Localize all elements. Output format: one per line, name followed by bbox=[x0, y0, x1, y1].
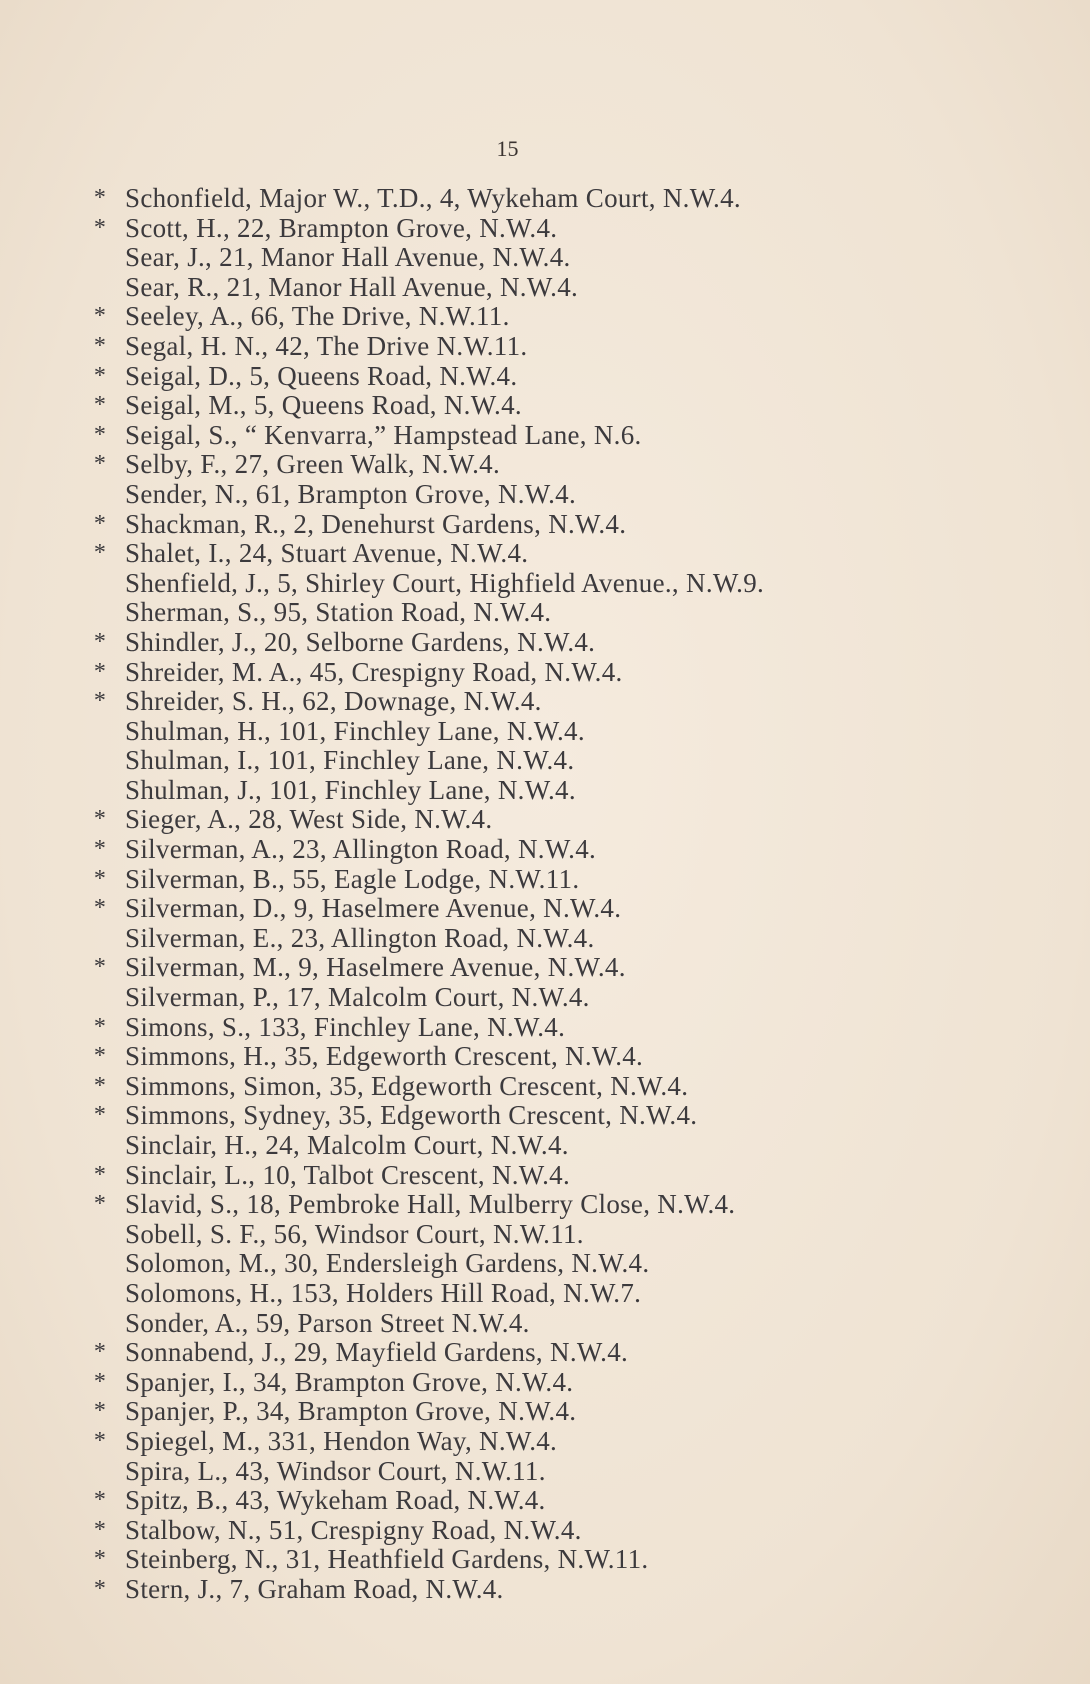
list-item bbox=[0, 1309, 1090, 1339]
asterisk-mark: * bbox=[93, 510, 107, 537]
entry-text: Stalbow, N., 51, Crespigny Road, N.W.4. bbox=[125, 1514, 582, 1545]
list-item bbox=[0, 1427, 1090, 1457]
asterisk-mark: * bbox=[93, 1398, 107, 1425]
entry-text: Silverman, M., 9, Haselmere Avenue, N.W.4. bbox=[125, 952, 626, 983]
list-item bbox=[0, 539, 1090, 569]
entry-text: Schonfield, Major W., T.D., 4, Wykeham Court, N.W.4. bbox=[125, 183, 741, 213]
asterisk-mark: * bbox=[93, 1368, 107, 1395]
list-item bbox=[0, 776, 1090, 806]
entry-text: Silverman, P., 17, Malcolm Court, N.W.4. bbox=[125, 982, 590, 1013]
list-item bbox=[0, 1279, 1090, 1309]
entry-text: Seigal, M., 5, Queens Road, N.W.4. bbox=[125, 390, 522, 421]
asterisk-mark: * bbox=[93, 688, 107, 715]
entry-text: Steinberg, N., 31, Heathfield Gardens, N.W.11. bbox=[125, 1544, 649, 1575]
list-item bbox=[0, 1545, 1090, 1575]
list-item bbox=[0, 983, 1090, 1013]
entry-text: Seigal, D., 5, Queens Road, N.W.4. bbox=[125, 360, 518, 391]
directory-list bbox=[0, 184, 1090, 1605]
list-item bbox=[0, 1368, 1090, 1398]
list-item bbox=[0, 1072, 1090, 1102]
list-item bbox=[0, 835, 1090, 865]
asterisk-mark: * bbox=[93, 1546, 107, 1573]
asterisk-mark: * bbox=[93, 214, 107, 241]
list-item bbox=[0, 894, 1090, 924]
entry-text: Sear, R., 21, Manor Hall Avenue, N.W.4. bbox=[125, 271, 579, 302]
entry-text: Spira, L., 43, Windsor Court, N.W.11. bbox=[125, 1455, 546, 1486]
asterisk-mark: * bbox=[93, 185, 107, 211]
asterisk-mark: * bbox=[93, 628, 107, 655]
asterisk-mark: * bbox=[93, 1339, 107, 1366]
list-item bbox=[0, 450, 1090, 480]
entry-text: Shreider, S. H., 62, Downage, N.W.4. bbox=[125, 686, 542, 717]
list-item bbox=[0, 805, 1090, 835]
entry-text: Shulman, I., 101, Finchley Lane, N.W.4. bbox=[125, 745, 575, 776]
list-item bbox=[0, 1516, 1090, 1546]
list-item bbox=[0, 421, 1090, 451]
list-item bbox=[0, 953, 1090, 983]
entry-text: Solomons, H., 153, Holders Hill Road, N.W.7. bbox=[125, 1277, 642, 1308]
entry-text: Simons, S., 133, Finchley Lane, N.W.4. bbox=[125, 1011, 566, 1042]
list-item bbox=[0, 302, 1090, 332]
asterisk-mark: * bbox=[93, 954, 107, 981]
list-item bbox=[0, 273, 1090, 303]
entry-text: Slavid, S., 18, Pembroke Hall, Mulberry Close, N.W.4. bbox=[125, 1189, 736, 1220]
entry-text: Simmons, H., 35, Edgeworth Crescent, N.W.4. bbox=[125, 1041, 644, 1072]
entry-text: Shreider, M. A., 45, Crespigny Road, N.W.4. bbox=[125, 656, 623, 687]
entry-text: Seeley, A., 66, The Drive, N.W.11. bbox=[125, 301, 510, 332]
list-item bbox=[0, 1101, 1090, 1131]
list-item bbox=[0, 480, 1090, 510]
asterisk-mark: * bbox=[93, 451, 107, 478]
entry-text: Sear, J., 21, Manor Hall Avenue, N.W.4. bbox=[125, 242, 571, 273]
list-item bbox=[0, 184, 1090, 214]
entry-text: Spiegel, M., 331, Hendon Way, N.W.4. bbox=[125, 1425, 558, 1456]
entry-text: Silverman, E., 23, Allington Road, N.W.4. bbox=[125, 922, 595, 953]
list-item bbox=[0, 746, 1090, 776]
entry-text: Shulman, J., 101, Finchley Lane, N.W.4. bbox=[125, 774, 576, 805]
entry-text: Simmons, Simon, 35, Edgeworth Crescent, N.W.4. bbox=[125, 1070, 689, 1101]
asterisk-mark: * bbox=[93, 1072, 107, 1099]
entry-text: Shenfield, J., 5, Shirley Court, Highfield Avenue., N.W.9. bbox=[125, 567, 765, 598]
entry-text: Shackman, R., 2, Denehurst Gardens, N.W.4. bbox=[125, 508, 627, 539]
list-item bbox=[0, 1457, 1090, 1487]
list-item bbox=[0, 1161, 1090, 1191]
asterisk-mark: * bbox=[93, 1043, 107, 1070]
asterisk-mark: * bbox=[93, 836, 107, 863]
list-item bbox=[0, 510, 1090, 540]
entry-text: Spitz, B., 43, Wykeham Road, N.W.4. bbox=[125, 1485, 546, 1516]
asterisk-mark: * bbox=[93, 1516, 107, 1543]
list-item bbox=[0, 1249, 1090, 1279]
list-item bbox=[0, 687, 1090, 717]
list-item bbox=[0, 628, 1090, 658]
list-item bbox=[0, 1013, 1090, 1043]
page-number: 15 bbox=[496, 136, 519, 161]
list-item bbox=[0, 1220, 1090, 1250]
list-item bbox=[0, 1042, 1090, 1072]
entry-text: Simmons, Sydney, 35, Edgeworth Crescent, N.W.4. bbox=[125, 1100, 698, 1131]
list-item bbox=[0, 865, 1090, 895]
asterisk-mark: * bbox=[93, 865, 107, 892]
asterisk-mark: * bbox=[93, 362, 107, 389]
asterisk-mark: * bbox=[93, 421, 107, 448]
entry-text: Sinclair, L., 10, Talbot Crescent, N.W.4. bbox=[125, 1159, 571, 1190]
asterisk-mark: * bbox=[93, 1427, 107, 1454]
list-item bbox=[0, 214, 1090, 244]
entry-text: Shulman, H., 101, Finchley Lane, N.W.4. bbox=[125, 715, 585, 746]
list-item bbox=[0, 1190, 1090, 1220]
entry-text: Silverman, D., 9, Haselmere Avenue, N.W.4. bbox=[125, 893, 622, 924]
asterisk-mark: * bbox=[93, 895, 107, 922]
asterisk-mark: * bbox=[93, 658, 107, 685]
list-item bbox=[0, 569, 1090, 599]
asterisk-mark: * bbox=[93, 1487, 107, 1514]
entry-text: Sonnabend, J., 29, Mayfield Gardens, N.W.4. bbox=[125, 1337, 629, 1368]
entry-text: Shindler, J., 20, Selborne Gardens, N.W.4. bbox=[125, 626, 596, 657]
asterisk-mark: * bbox=[93, 392, 107, 419]
asterisk-mark: * bbox=[93, 1102, 107, 1129]
entry-text: Spanjer, P., 34, Brampton Grove, N.W.4. bbox=[125, 1396, 577, 1427]
list-item bbox=[0, 243, 1090, 273]
list-item bbox=[0, 362, 1090, 392]
entry-text: Shalet, I., 24, Stuart Avenue, N.W.4. bbox=[125, 538, 529, 569]
list-item bbox=[0, 1575, 1090, 1605]
entry-text: Selby, F., 27, Green Walk, N.W.4. bbox=[125, 449, 501, 480]
entry-text: Solomon, M., 30, Endersleigh Gardens, N.W.4. bbox=[125, 1248, 650, 1279]
asterisk-mark: * bbox=[93, 1191, 107, 1218]
list-item bbox=[0, 1397, 1090, 1427]
asterisk-mark: * bbox=[93, 1161, 107, 1188]
asterisk-mark: * bbox=[93, 332, 107, 359]
list-item bbox=[0, 924, 1090, 954]
entry-text: Silverman, B., 55, Eagle Lodge, N.W.11. bbox=[125, 863, 580, 894]
list-item bbox=[0, 1486, 1090, 1516]
entry-text: Silverman, A., 23, Allington Road, N.W.4. bbox=[125, 834, 597, 865]
entry-text: Spanjer, I., 34, Brampton Grove, N.W.4. bbox=[125, 1366, 574, 1397]
list-item bbox=[0, 717, 1090, 747]
entry-text: Sobell, S. F., 56, Windsor Court, N.W.11. bbox=[125, 1218, 584, 1249]
asterisk-mark: * bbox=[93, 806, 107, 833]
entry-text: Sinclair, H., 24, Malcolm Court, N.W.4. bbox=[125, 1130, 569, 1160]
entry-text: Segal, H. N., 42, The Drive N.W.11. bbox=[125, 330, 528, 361]
list-item bbox=[0, 391, 1090, 421]
list-item bbox=[0, 658, 1090, 688]
list-item bbox=[0, 1131, 1090, 1161]
asterisk-mark: * bbox=[93, 1013, 107, 1040]
entry-text: Sonder, A., 59, Parson Street N.W.4. bbox=[125, 1307, 530, 1338]
entry-text: Stern, J., 7, Graham Road, N.W.4. bbox=[125, 1573, 504, 1604]
asterisk-mark: * bbox=[93, 540, 107, 567]
entry-text: Scott, H., 22, Brampton Grove, N.W.4. bbox=[125, 212, 558, 243]
asterisk-mark: * bbox=[93, 303, 107, 330]
entry-text: Sender, N., 61, Brampton Grove, N.W.4. bbox=[125, 478, 577, 509]
list-item bbox=[0, 1338, 1090, 1368]
entry-text: Seigal, S., “ Kenvarra,” Hampstead Lane, N.6. bbox=[125, 419, 642, 450]
list-item bbox=[0, 332, 1090, 362]
asterisk-mark: * bbox=[93, 1575, 107, 1602]
entry-text: Sieger, A., 28, West Side, N.W.4. bbox=[125, 804, 493, 835]
entry-text: Sherman, S., 95, Station Road, N.W.4. bbox=[125, 597, 552, 628]
list-item bbox=[0, 598, 1090, 628]
